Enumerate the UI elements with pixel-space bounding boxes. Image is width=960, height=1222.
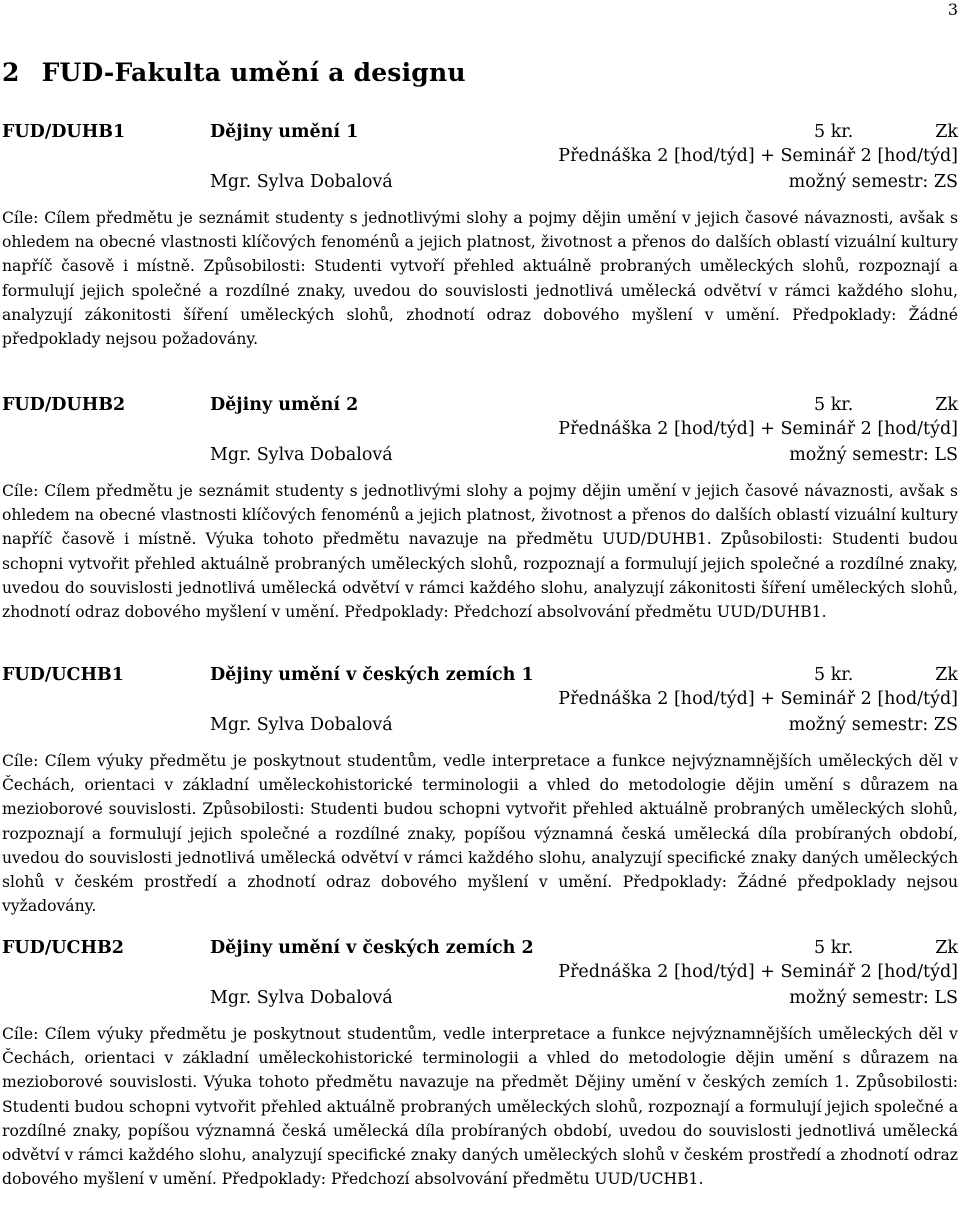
course-entry [2,122,958,351]
course-teacher: Mgr. Sylva Dobalová [210,715,393,735]
course-semester: možný semestr: LS [789,988,958,1008]
course-entry [2,938,958,1191]
course-exam: Zk [935,122,958,142]
course-header [2,665,958,740]
course-hours: Přednáška 2 [hod/týd] + Seminář 2 [hod/týd] [558,962,958,982]
course-hours: Přednáška 2 [hod/týd] + Seminář 2 [hod/týd] [558,146,958,166]
course-title: Dějiny umění v českých zemích 1 [210,665,534,685]
course-header [2,938,958,1013]
course-credits: 5 kr. [814,122,854,142]
course-code: FUD/UCHB1 [2,665,124,685]
course-teacher: Mgr. Sylva Dobalová [210,988,393,1008]
course-description: Cíle: Cílem výuky předmětu je poskytnout studentům, vedle interpretace a funkce nejvýznamnějších uměleckých děl v Čechách, orientaci v základní uměleckohistorické terminologii a vhled do metodologie dějin umění s důrazem na mezioborové souvislosti. Způsobilosti: Studenti budou schopni vytvořit přehled aktuálně probraných uměleckých slohů, rozpoznají a formulují jejich společné a rozdílné znaky, popíšou významná česká umělecká díla probíraných období, uvedou do souvislosti jednotlivá umělecká odvětví v rámci každého slohu, analyzují specifické znaky daných uměleckých slohů v českém prostředí a zhodnotí odraz dobového myšlení v umění. Předpoklady: Žádné předpoklady nejsou vyžadovány. [2,752,958,916]
section-title: FUD-Fakulta umění a designu [41,58,466,87]
section-number: 2 [2,58,20,87]
course-entry [2,395,958,624]
course-hours: Přednáška 2 [hod/týd] + Seminář 2 [hod/týd] [558,419,958,439]
course-entry [2,665,958,918]
course-exam: Zk [935,395,958,415]
course-title: Dějiny umění 1 [210,122,359,142]
course-hours: Přednáška 2 [hod/týd] + Seminář 2 [hod/týd] [558,689,958,709]
course-exam: Zk [935,938,958,958]
course-description: Cíle: Cílem předmětu je seznámit studenty s jednotlivými slohy a pojmy dějin umění v jejich časové návaznosti, avšak s ohledem na obecné vlastnosti klíčových fenoménů a jejich platnost, životnost a přenos do dalších oblastí vizuální kultury napříč časově i místně. Výuka tohoto předmětu navazuje na předmětu UUD/DUHB1. Způsobilosti: Studenti budou schopni vytvořit přehled aktuálně probraných uměleckých slohů, rozpoznají a formulují jejich společné a rozdílné znaky, uvedou do souvislosti jednotlivá umělecká odvětví v rámci každého slohu, analyzují zákonitosti šíření uměleckých slohů, zhodnotí odraz dobového myšlení v umění. Předpoklady: Předchozí absolvování předmětu UUD/DUHB1. [2,482,958,622]
course-teacher: Mgr. Sylva Dobalová [210,445,393,465]
section-heading [2,58,466,87]
course-code: FUD/DUHB1 [2,122,126,142]
course-semester: možný semestr: ZS [788,172,958,192]
course-header [2,122,958,197]
course-credits: 5 kr. [814,395,854,415]
course-description: Cíle: Cílem výuky předmětu je poskytnout studentům, vedle interpretace a funkce nejvýznamnějších uměleckých děl v Čechách, orientaci v základní uměleckohistorické terminologii a vhled do metodologie dějin umění s důrazem na mezioborové souvislosti. Výuka tohoto předmětu navazuje na předmět Dějiny umění v českých zemích 1. Způsobilosti: Studenti budou schopni vytvořit přehled aktuálně probraných uměleckých slohů, rozpoznají a formulují jejich společné a rozdílné znaky, popíšou významná česká umělecká díla probíraných období, uvedou do souvislosti jednotlivá umělecká odvětví v rámci každého slohu, analyzují specifické znaky daných uměleckých slohů v českém prostředí a zhodnotí odraz dobového myšlení v umění. Předpoklady: Předchozí absolvování předmětu UUD/UCHB1. [2,1025,958,1189]
course-code: FUD/UCHB2 [2,938,124,958]
course-header [2,395,958,470]
course-exam: Zk [935,665,958,685]
course-credits: 5 kr. [814,938,854,958]
course-teacher: Mgr. Sylva Dobalová [210,172,393,192]
course-semester: možný semestr: LS [789,445,958,465]
course-description: Cíle: Cílem předmětu je seznámit studenty s jednotlivými slohy a pojmy dějin umění v jejich časové návaznosti, avšak s ohledem na obecné vlastnosti klíčových fenoménů a jejich platnost, životnost a přenos do dalších oblastí vizuální kultury napříč časově i místně. Způsobilosti: Studenti vytvoří přehled aktuálně probraných uměleckých slohů, rozpoznají a formulují jejich společné a rozdílné znaky, uvedou do souvislosti jednotlivá umělecká odvětví v rámci každého slohu, analyzují zákonitosti šíření uměleckých slohů, zhodnotí odraz dobového myšlení v umění. Předpoklady: Žádné předpoklady nejsou požadovány. [2,209,958,349]
course-title: Dějiny umění v českých zemích 2 [210,938,534,958]
page-number: 3 [947,0,958,19]
course-semester: možný semestr: ZS [788,715,958,735]
course-code: FUD/DUHB2 [2,395,126,415]
course-title: Dějiny umění 2 [210,395,359,415]
course-credits: 5 kr. [814,665,854,685]
